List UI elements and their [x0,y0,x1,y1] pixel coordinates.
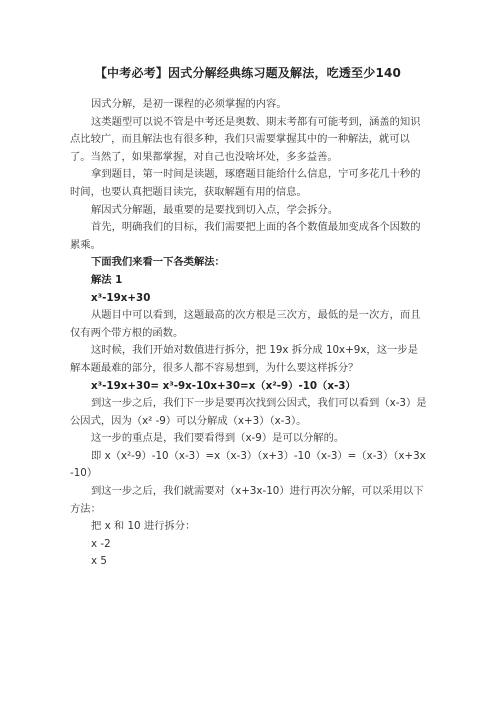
problem-expression: x³-19x+30 [91,291,151,304]
paragraph: 把 x 和 10 进行拆分： [91,520,196,533]
equation-line: x³-19x+30= x³-9x-10x+30=x（x²-9）-10（x-3） [91,379,356,392]
cross-method-line: x 5 [91,555,107,568]
section-heading: 下面我们来看一下各类解法： [91,256,225,269]
paragraph: 首先，明确我们的目标，我们需要把上面的各个数值最加变成各个因数的累乘。 [70,221,421,251]
paragraph: 这类题型可以说不管是中考还是奥数、期末考都有可能考到，涵盖的知识点比较广，而且解法也有很多种，我们只需要掌握其中的一种解法，就可以了。当然了，如果都掌握，对自己也没啥坏处，多多益善。 [70,115,421,163]
paragraph: 即 x（x²-9）-10（x-3）=x（x-3）（x+3）-10（x-3）=（x-3）（x+3x-10） [70,449,426,480]
paragraph: 从题目中可以看到，这题最高的次方根是三次方，最低的是一次方，而且仅有两个带方根的函数。 [70,309,421,339]
paragraph: 到这一步之后，我们下一步是要再次找到公因式，我们可以看到（x-3）是公因式，因为（x² -9）可以分解成（x+3）（x-3）。 [70,397,427,427]
paragraph: 解因式分解题，最重要的是要找到切入点，学会拆分。 [91,203,339,216]
method-heading: 解法 1 [91,273,123,286]
paragraph: 因式分解，是初一课程的必须掌握的内容。 [91,98,287,110]
cross-method-line: x -2 [91,537,111,550]
paragraph: 这一步的重点是，我们要看得到（x-9）是可以分解的。 [91,432,345,445]
paragraph: 拿到题目，第一时间是读题，琢磨题目能给什么信息，宁可多花几十秒的时间，也要认真把题目读完，获取解题有用的信息。 [70,168,421,198]
paragraph: 这时候，我们开始对数值进行拆分，把 19x 拆分成 10x+9x，这一步是解本题最难的部分，很多人都不容易想到，为什么要这样拆分？ [70,344,418,374]
paragraph: 到这一步之后，我们就需要对（x+3x-10）进行再次分解，可以采用以下方法： [70,485,424,515]
article-body [70,96,427,571]
document-title: 【中考必考】因式分解经典练习题及解法，吃透至少140 [94,66,402,80]
